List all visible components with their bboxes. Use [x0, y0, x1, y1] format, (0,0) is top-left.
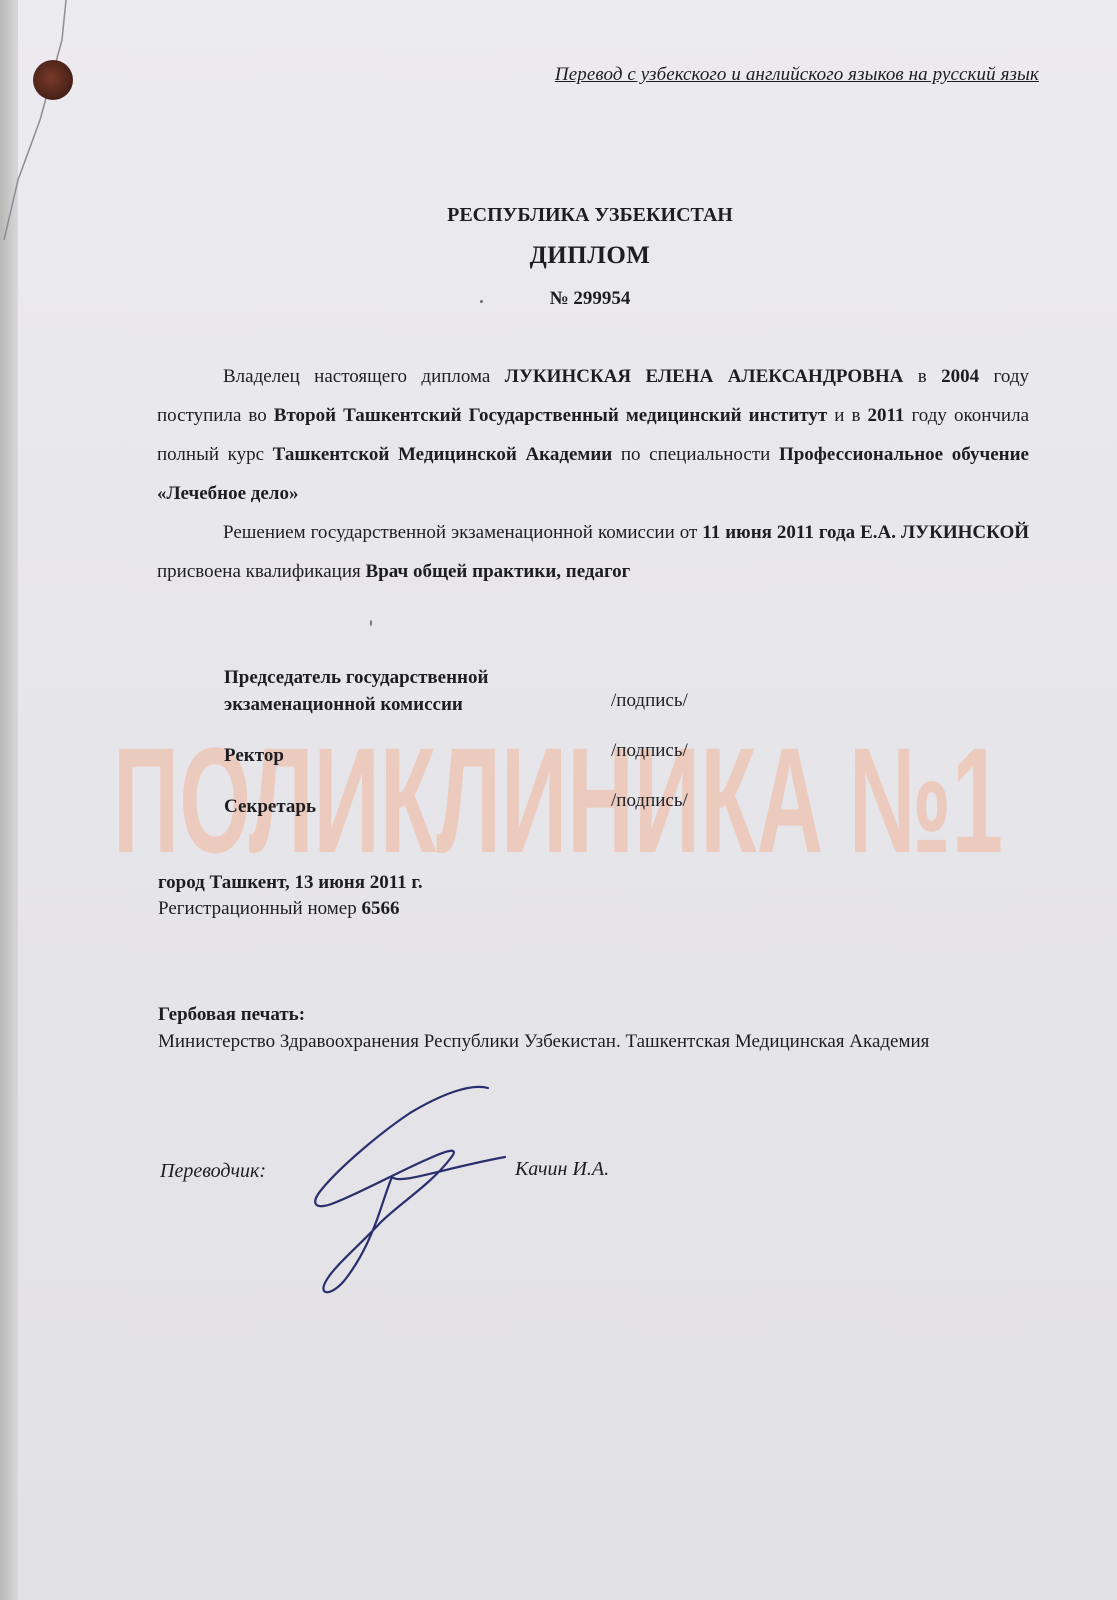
specialty: Профессиональное обучение «Лечебное дело» — [157, 444, 1029, 504]
paragraph-qualification: Решением государственной экзаменационной комиссии от 11 июня 2011 года Е.А. ЛУКИНСКОЙ присвоена квалификация Врач общей практики, педагог — [157, 522, 1029, 582]
document-title: ДИПЛОМ — [529, 242, 651, 269]
signature-mark-chair: /подпись/ — [611, 690, 688, 711]
handwritten-signature — [300, 1085, 530, 1295]
translator-label: Переводчик: — [160, 1160, 267, 1182]
admission-institute: Второй Ташкентский Государственный медицинский институт — [273, 405, 828, 426]
translator-name: Качин И.А. — [515, 1158, 610, 1180]
translation-note: Перевод с узбекского и английского языков на русский язык — [554, 64, 1039, 85]
holder-short-name: Е.А. ЛУКИНСКОЙ — [860, 522, 1029, 543]
country-heading: РЕСПУБЛИКА УЗБЕКИСТАН — [447, 204, 733, 226]
diploma-number: № 299954 — [549, 288, 631, 309]
paragraph-holder: Владелец настоящего диплома ЛУКИНСКАЯ ЕЛЕНА АЛЕКСАНДРОВНА в 2004 году поступила во Второй Ташкентский Государственный медицинский институт и в 2011 году окончила полный курс Ташкентской Медицинской Академии по специальности Профессиональное обучение «Лечебное дело» — [157, 366, 1030, 504]
paper-speck — [480, 300, 483, 303]
graduation-year: 2011 — [867, 405, 905, 426]
signature-mark-secretary: /подпись/ — [611, 790, 688, 811]
registration-number: Регистрационный номер 6566 — [158, 898, 400, 919]
admission-year: 2004 — [941, 366, 980, 387]
signature-mark-rector: /подпись/ — [611, 740, 688, 761]
watermark-text: ПОЛИКЛИНИКА №1 — [113, 728, 1003, 868]
punch-hole — [33, 60, 73, 100]
graduation-institute: Ташкентской Медицинской Академии — [272, 444, 613, 465]
signatory-chair: Председатель государственной экзаменационной комиссии — [224, 667, 489, 715]
seal-text: Министерство Здравоохранения Республики Узбекистан. Ташкентская Медицинская Академия — [158, 1031, 930, 1052]
signatory-secretary: Секретарь — [224, 796, 317, 817]
city-date: город Ташкент, 13 июня 2011 г. — [158, 872, 423, 893]
page-edge — [0, 0, 18, 1600]
seal-label: Гербовая печать: — [158, 1004, 306, 1025]
holder-name: ЛУКИНСКАЯ ЕЛЕНА АЛЕКСАНДРОВНА — [504, 366, 904, 387]
paper-speck — [370, 620, 372, 626]
signatory-rector: Ректор — [224, 745, 284, 766]
qualification: Врач общей практики, педагог — [365, 561, 631, 582]
commission-date: 11 июня 2011 года — [702, 522, 856, 543]
